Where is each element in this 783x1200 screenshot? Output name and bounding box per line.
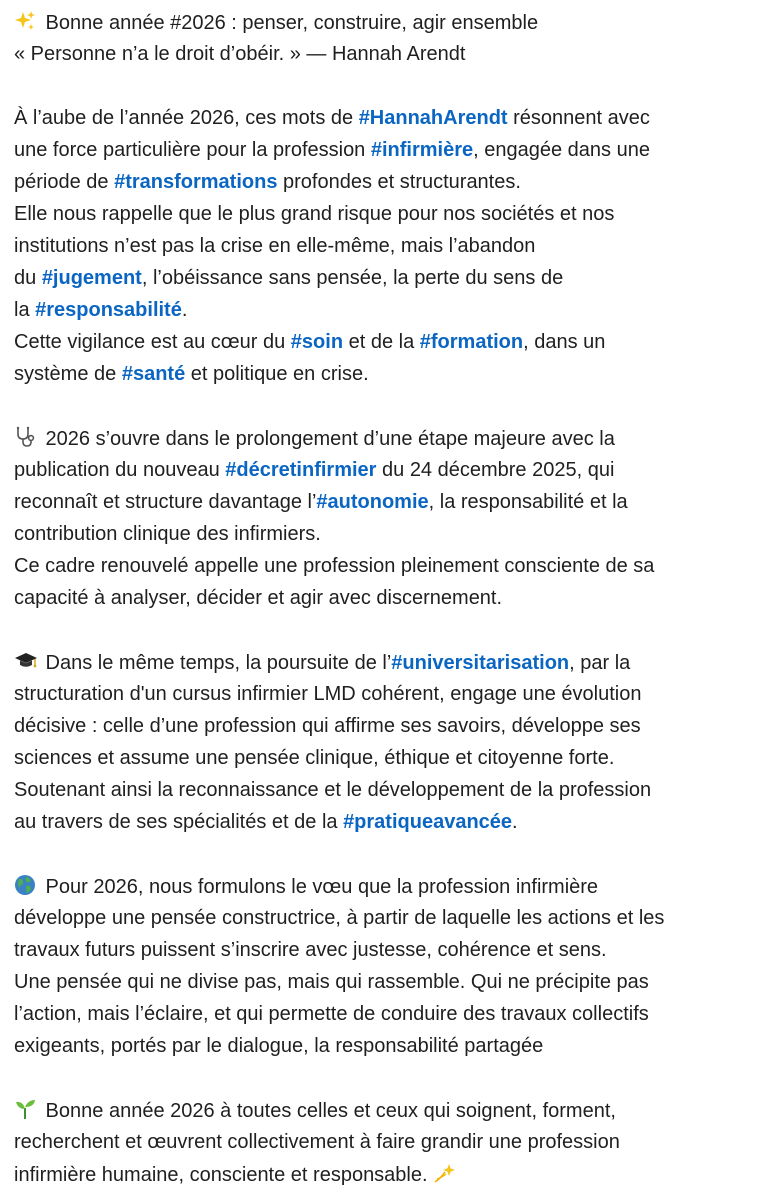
- text-line: contribution clinique des infirmiers.: [14, 523, 321, 545]
- post-body: [14, 6, 780, 1190]
- text-line: Soutenant ainsi la reconnaissance et le développement de la profession: [14, 779, 652, 801]
- text-line: À l’aube de l’année 2026, ces mots de #HannahArendt résonnent avec: [14, 107, 650, 129]
- text-line: 2026 s’ouvre dans le prolongement d’une étape majeure avec la: [14, 422, 780, 454]
- text-line: période de #transformations profondes et structurantes.: [14, 171, 521, 193]
- text-line: recherchent et œuvrent collectivement à faire grandir une profession: [14, 1131, 620, 1153]
- text-line: Dans le même temps, la poursuite de l’#universitarisation, par la: [14, 646, 780, 678]
- dizzy-star-icon: [433, 1158, 459, 1190]
- text-line: l’action, mais l’éclaire, et qui permette de conduire des travaux collectifs: [14, 1003, 649, 1025]
- text-line: la #responsabilité.: [14, 299, 188, 321]
- text-line: Ce cadre renouvelé appelle une profession pleinement consciente de sa: [14, 555, 655, 577]
- quote-line: « Personne n’a le droit d’obéir. » — Hannah Arendt: [14, 43, 466, 65]
- globe-icon: [14, 870, 40, 902]
- text-line: décisive : celle d’une profession qui affirme ses savoirs, développe ses: [14, 715, 641, 737]
- seedling-icon: [14, 1094, 40, 1126]
- graduation-cap-icon: [14, 646, 40, 678]
- text-line: infirmière humaine, consciente et responsable.: [14, 1158, 780, 1190]
- text-line: développe une pensée constructrice, à partir de laquelle les actions et les: [14, 907, 665, 929]
- text-line: Une pensée qui ne divise pas, mais qui rassemble. Qui ne précipite pas: [14, 971, 649, 993]
- hashtag-link[interactable]: #soin: [290, 331, 344, 353]
- text-line: exigeants, portés par le dialogue, la responsabilité partagée: [14, 1035, 544, 1057]
- hashtag-link[interactable]: #infirmière: [370, 139, 474, 161]
- stethoscope-icon: [14, 422, 40, 454]
- text-line: Cette vigilance est au cœur du #soin et de la #formation, dans un: [14, 331, 606, 353]
- text-line: reconnaît et structure davantage l’#autonomie, la responsabilité et la: [14, 491, 628, 513]
- hashtag-link[interactable]: #décretinfirmier: [225, 459, 377, 481]
- text-line: sciences et assume une pensée clinique, éthique et citoyenne forte.: [14, 747, 615, 769]
- hashtag-link[interactable]: #universitarisation: [391, 652, 570, 674]
- hashtag-link[interactable]: #jugement: [41, 267, 142, 289]
- post-title-line: Bonne année #2026 : penser, construire, agir ensemble: [14, 6, 780, 38]
- paragraph-gap: [14, 390, 780, 422]
- text-line: travaux futurs puissent s’inscrire avec justesse, cohérence et sens.: [14, 939, 607, 961]
- paragraph-gap: [14, 1062, 780, 1094]
- text-line: publication du nouveau #décretinfirmier du 24 décembre 2025, qui: [14, 459, 615, 481]
- hashtag-link[interactable]: #autonomie: [316, 491, 429, 513]
- paragraph-gap: [14, 614, 780, 646]
- text-line: structuration d'un cursus infirmier LMD cohérent, engage une évolution: [14, 683, 642, 705]
- text-line: système de #santé et politique en crise.: [14, 363, 369, 385]
- text-line: Pour 2026, nous formulons le vœu que la profession infirmière: [14, 870, 780, 902]
- hashtag-link[interactable]: #responsabilité: [35, 299, 182, 321]
- hashtag-link[interactable]: #formation: [419, 331, 524, 353]
- text-line: au travers de ses spécialités et de la #pratiqueavancée.: [14, 811, 518, 833]
- paragraph-gap: [14, 838, 780, 870]
- hashtag-link[interactable]: #santé: [121, 363, 186, 385]
- text-line: une force particulière pour la profession #infirmière, engagée dans une: [14, 139, 650, 161]
- text-line: Elle nous rappelle que le plus grand risque pour nos sociétés et nos: [14, 203, 615, 225]
- paragraph-gap: [14, 70, 780, 102]
- text-line: Bonne année 2026 à toutes celles et ceux qui soignent, forment,: [14, 1094, 780, 1126]
- hashtag-link[interactable]: #transformations: [114, 171, 278, 193]
- sparkles-icon: [14, 6, 40, 38]
- text-line: capacité à analyser, décider et agir avec discernement.: [14, 587, 503, 609]
- text-line: du #jugement, l’obéissance sans pensée, la perte du sens de: [14, 267, 564, 289]
- text-line: institutions n’est pas la crise en elle-même, mais l’abandon: [14, 235, 536, 257]
- hashtag-link[interactable]: #pratiqueavancée: [343, 811, 513, 833]
- hashtag-link[interactable]: #HannahArendt: [358, 107, 508, 129]
